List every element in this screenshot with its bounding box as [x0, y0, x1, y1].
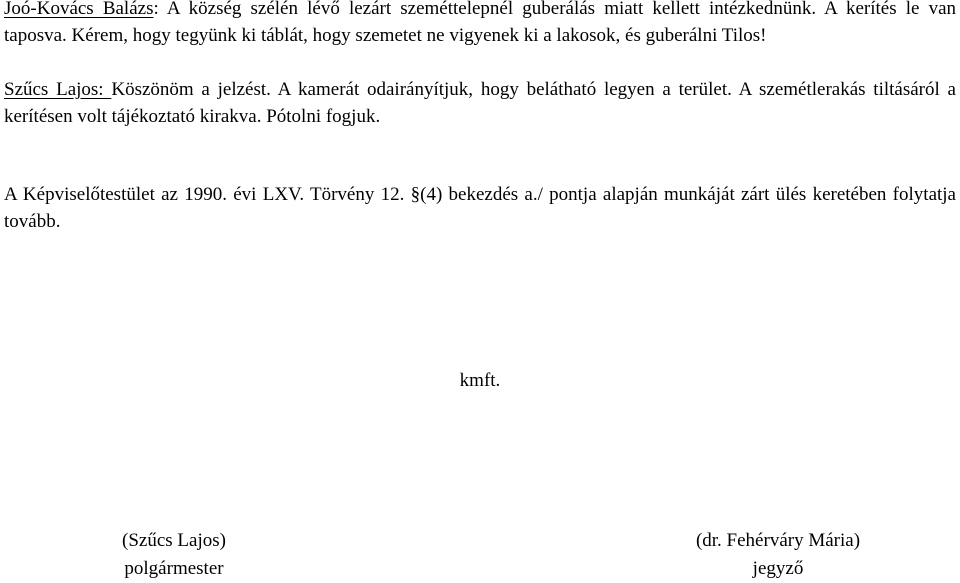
signature-name: (Szűcs Lajos) — [122, 530, 226, 551]
paragraph-text: A kerítés le van taposva. Kérem, hogy tegyünk ki táblát, hogy szemetet ne vigyenek ki a lakosok, és guberálni Tilos! — [4, 0, 957, 46]
signature-notary — [648, 527, 908, 583]
paragraph-text: A Képviselőtestület az 1990. évi LXV. Törvény 12. §(4) bekezdés a./ pontja alapján munkáját zárt ülés keretében folytatja tovább. — [4, 184, 956, 232]
speaker-colon: : — [153, 0, 159, 19]
kmft-label: kmft. — [459, 370, 501, 391]
paragraph-text: Köszönöm a jelzést. A kamerát odairányítjuk, hogy belátható legyen a terület. A szemétlerakás tiltásáról a kerítésen volt tájékoztató kirakva. Pótolni fogjuk. — [4, 79, 956, 127]
signature-title: polgármester — [124, 558, 224, 579]
paragraph-closing-notice — [4, 181, 956, 235]
speaker-name: Szűcs Lajos: — [4, 79, 112, 100]
signature-mayor — [54, 527, 294, 583]
speaker-name: Joó-Kovács Balázs — [4, 0, 154, 19]
signature-title: jegyző — [752, 558, 804, 579]
paragraph-jook-kovacs — [4, 0, 956, 49]
signature-name: (dr. Fehérváry Mária) — [695, 530, 861, 551]
paragraph-text: A község szélén lévő lezárt szeméttelepnél guberálás miatt kellett intézkednünk. — [158, 0, 817, 19]
paragraph-szucs — [4, 76, 956, 130]
